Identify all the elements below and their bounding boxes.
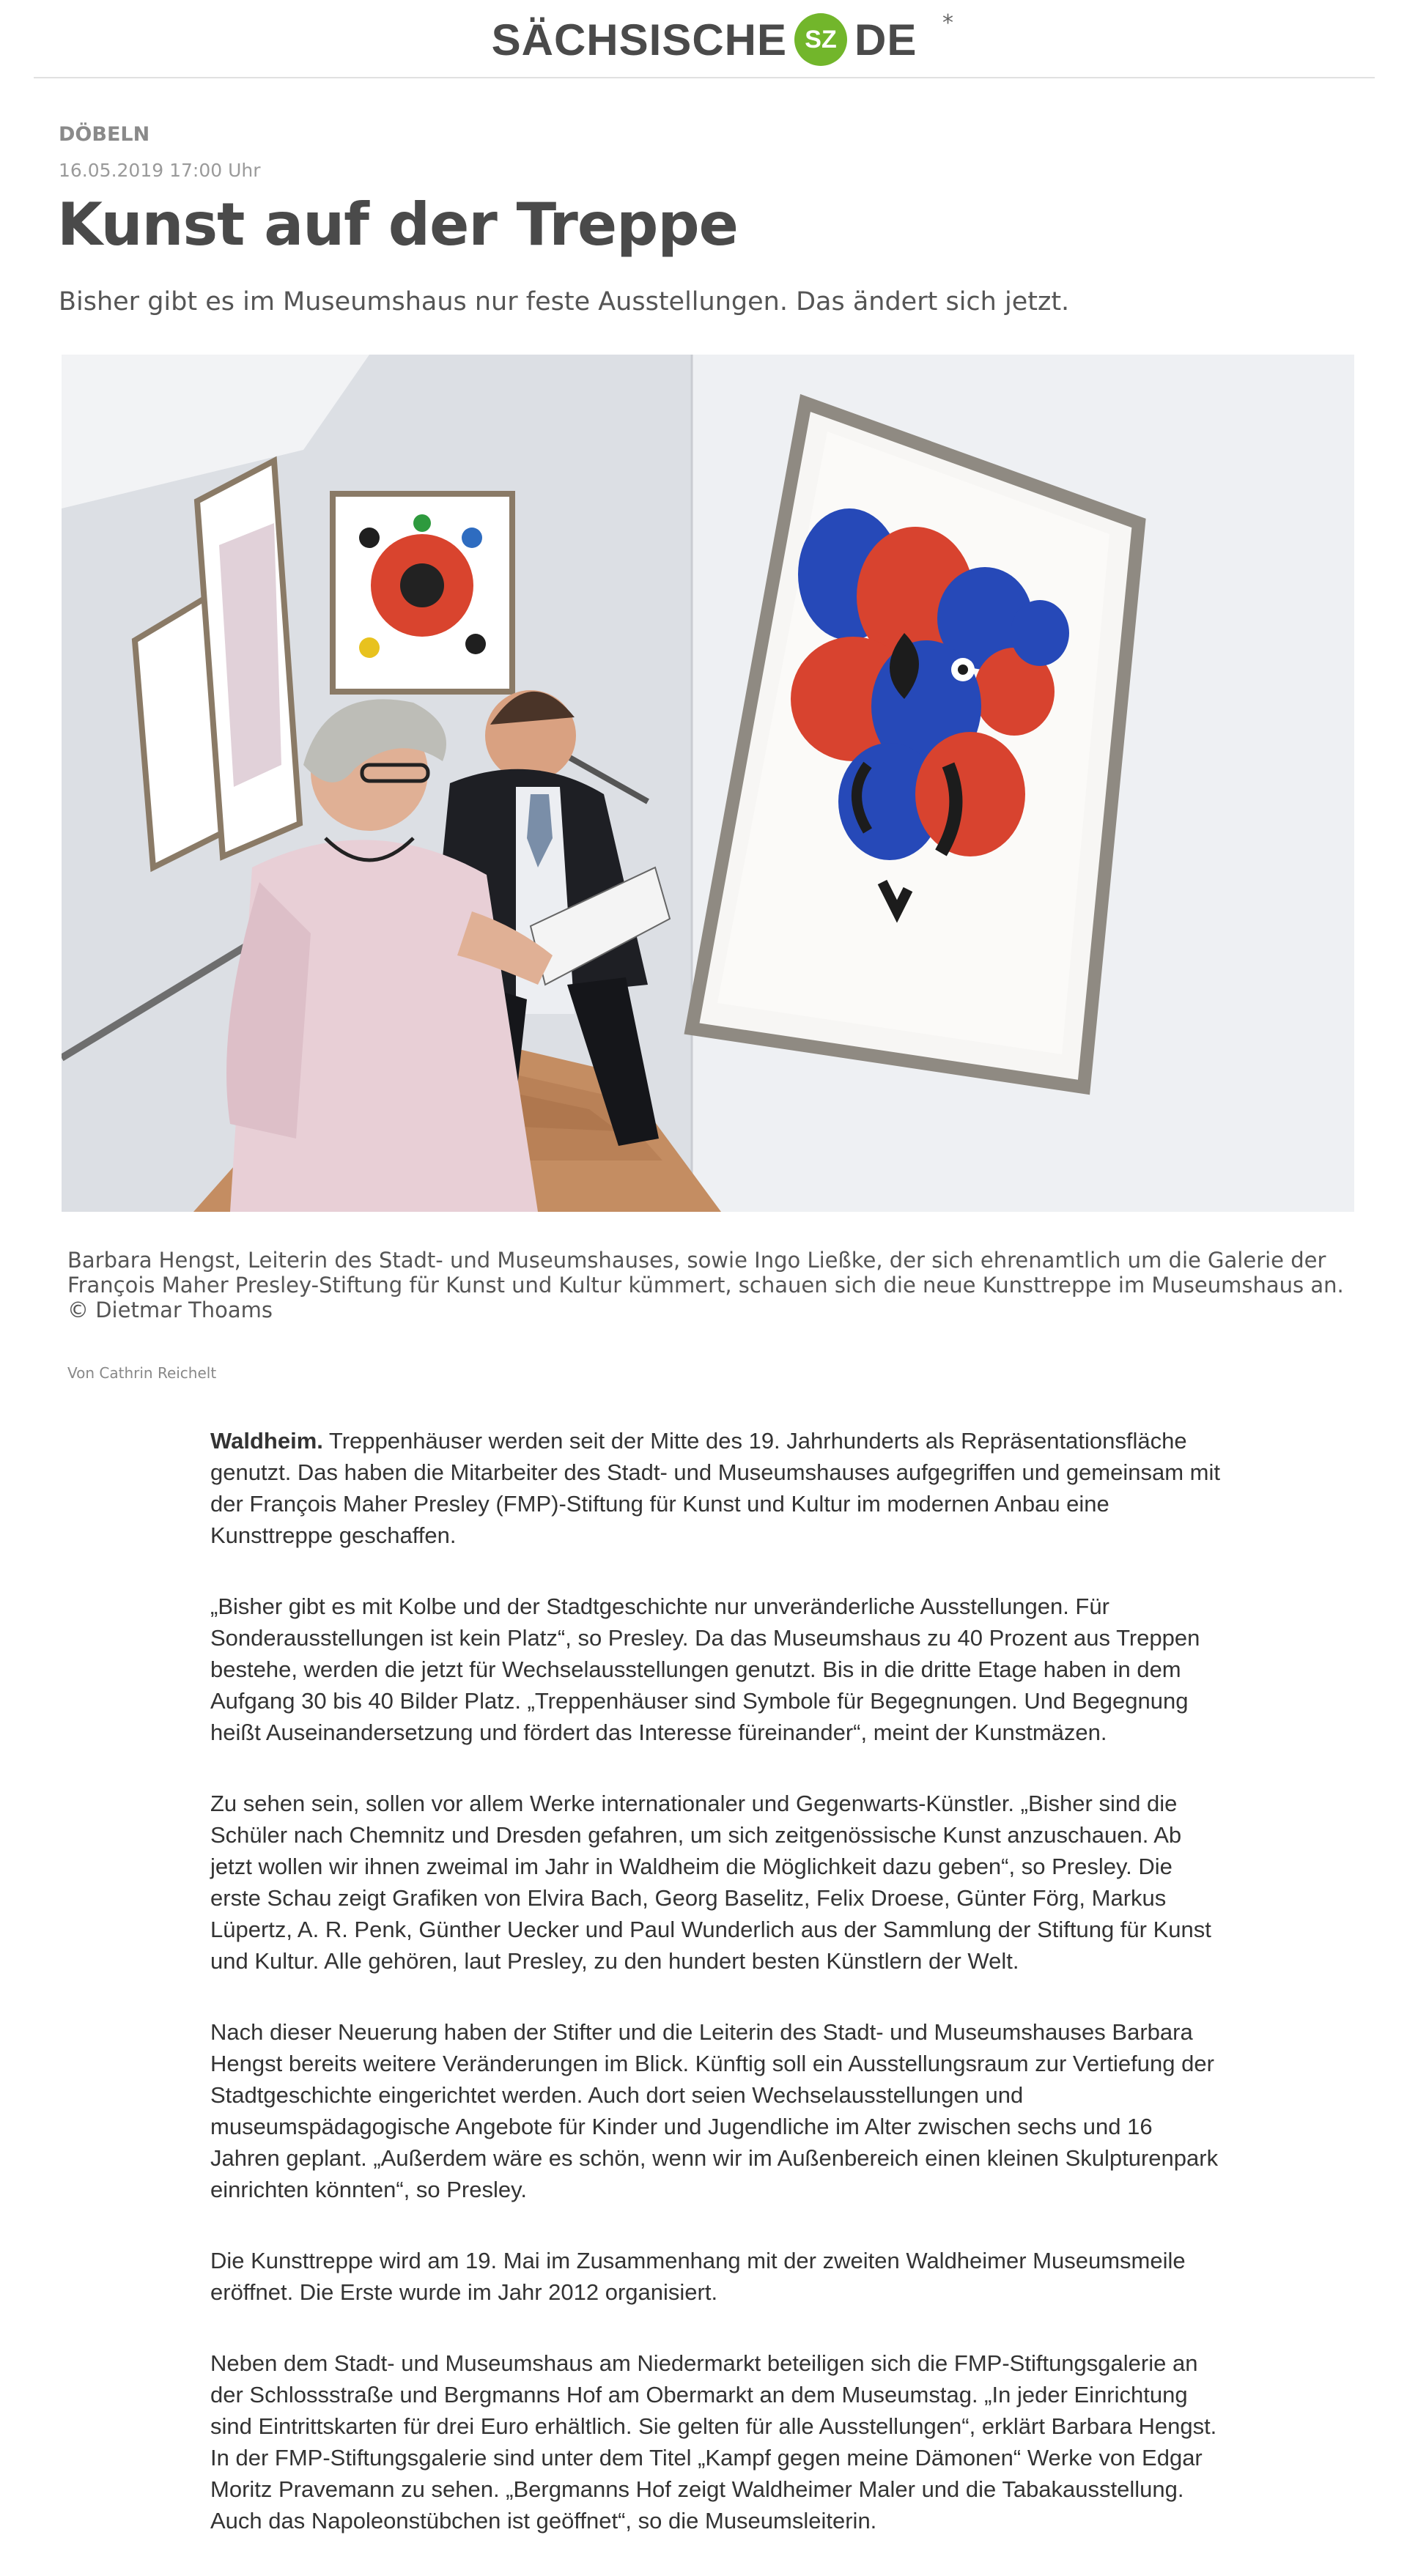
article-photo[interactable] xyxy=(62,355,1354,1212)
ressort-label[interactable]: DÖBELN xyxy=(59,123,150,146)
article-paragraph: Neben dem Stadt- und Museumshaus am Niedermarkt beteiligen sich die FMP-Stiftungsgalerie an der Schlossstraße und Bergmanns Hof am Obermarkt an dem Museumstag. „In jeder Einrichtung sind Eintrittskarten für drei Euro erhältlich. Sie gelten für alle Ausstellungen“, erklärt Barbara Hengst. In der FMP-Stiftungsgalerie sind unter dem Titel „Kampf gegen meine Dämonen“ Werke von Edgar Moritz Pravemann zu sehen. „Bergmanns Hof zeigt Waldheimer Maler und die Tabakausstellung. Auch das Napoleonstübchen ist geöffnet“, so die Museumsleiterin. xyxy=(210,2350,1217,2534)
article-paragraph: Nach dieser Neuerung haben der Stifter und die Leiterin des Stadt- und Museumshauses Barbara Hengst bereits weitere Veränderungen im Blick. Künftig soll ein Ausstellungsraum zur Vertiefung der Stadtgeschichte eingerichtet werden. Auch dort seien Wechselausstellungen und museumspädagogische Angebote für Kinder und Jugendliche im Alter zwischen sechs und 16 Jahren geplant. „Außerdem wäre es schön, wenn wir im Außenbereich einen kleinen Skulpturenpark einrichten könnten“, so Presley. xyxy=(210,2019,1219,2202)
article-body xyxy=(210,1425,1225,2576)
publish-date: 16.05.2019 17:00 Uhr xyxy=(59,160,261,181)
logo-star-icon: * xyxy=(942,10,953,36)
logo-wordmark-left: SÄCHSISCHE xyxy=(491,15,788,64)
logo-badge: SZ xyxy=(794,13,847,66)
author-byline[interactable]: Von Cathrin Reichelt xyxy=(67,1364,217,1382)
photo-illustration xyxy=(62,355,1354,1212)
article-paragraph: Zu sehen sein, sollen vor allem Werke internationaler und Gegenwarts-Künstler. „Bisher sind die Schüler nach Chemnitz und Dresden gefahren, um sich zeitgenössische Kunst anzuschauen. Ab jetzt wollen wir ihnen zweimal im Jahr in Waldheim die Möglichkeit dazu geben“, so Presley. Die erste Schau zeigt Grafiken von Elvira Bach, Georg Baselitz, Felix Droese, Günter Förg, Markus Lüpertz, A. R. Penk, Günther Uecker und Paul Wunderlich aus der Sammlung der Stiftung für Kunst und Kultur. Alle gehören, laut Presley, zu den hundert besten Künstlern der Welt. xyxy=(210,1791,1211,1974)
site-logo[interactable] xyxy=(34,10,1375,69)
dateline-place: Waldheim. xyxy=(210,1428,323,1454)
article-paragraph: „Bisher gibt es mit Kolbe und der Stadtgeschichte nur unveränderliche Ausstellungen. Für Sonderausstellungen ist kein Platz“, so Presley. Da das Museumshaus zu 40 Prozent aus Treppen bestehe, werden die jetzt für Wechselausstellungen genutzt. Bis in die dritte Etage haben in dem Aufgang 30 bis 40 Bilder Platz. „Treppenhäuser sind Symbole für Begegnungen. Und Begegnung heißt Auseinandersetzung und fördert das Interesse füreinander“, meint der Kunstmäzen. xyxy=(210,1594,1200,1745)
photo-caption: Barbara Hengst, Leiterin des Stadt- und Museumshauses, sowie Ingo Ließke, der sich ehrenamtlich um die Galerie der François Maher Presley-Stiftung für Kunst und Kultur kümmert, schauen sich die neue Kunsttreppe im Museumshaus an. © Dietmar Thoams xyxy=(67,1248,1344,1322)
article-teaser: Bisher gibt es im Museumshaus nur feste Ausstellungen. Das ändert sich jetzt. xyxy=(59,287,1070,317)
article-paragraph xyxy=(210,1425,1225,1551)
page-title: Kunst auf der Treppe xyxy=(57,190,738,259)
logo-wordmark-right: DE xyxy=(854,15,917,64)
article-paragraph: Die Kunsttreppe wird am 19. Mai im Zusammenhang mit der zweiten Waldheimer Museumsmeile eröffnet. Die Erste wurde im Jahr 2012 organisiert. xyxy=(210,2248,1186,2305)
paragraph-text: Treppenhäuser werden seit der Mitte des 19. Jahrhunderts als Repräsentationsfläche genutzt. Das haben die Mitarbeiter des Stadt- und Museumshauses aufgegriffen und gemeinsam mit der François Maher Presley (FMP)-Stiftung für Kunst und Kultur im modernen Anbau eine Kunsttreppe geschaffen. xyxy=(210,1428,1220,1548)
site-header xyxy=(34,0,1375,78)
